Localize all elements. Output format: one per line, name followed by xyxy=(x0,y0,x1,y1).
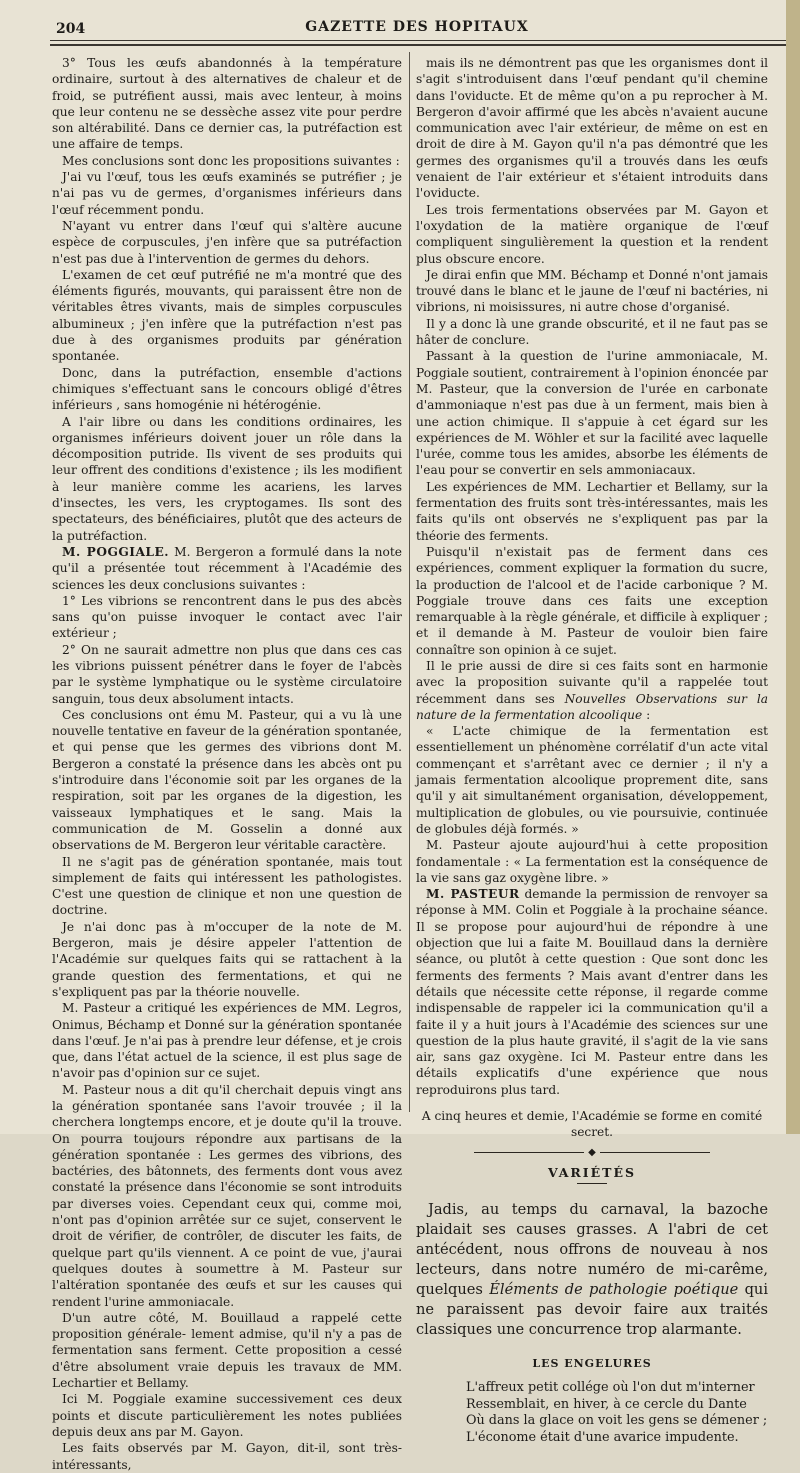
varietes-intro xyxy=(416,1200,768,1340)
paragraph: Je n'ai donc pas à m'occuper de la note de M. Bergeron, mais je désire appeler l'attention de l'Académie sur quelques faits qui se rattachent à la grande question des fermentations, et qui ne s'expliquent pas par la théorie nouvelle. xyxy=(52,919,402,999)
paragraph: M. POGGIALE. M. Bergeron a formulé dans la note qu'il a présentée tout récemment à l'Académie des sciences les deux conclusions suivantes : xyxy=(52,544,402,592)
poem-title: LES ENGELURES xyxy=(532,1356,652,1370)
ornament-line xyxy=(474,1152,584,1153)
poem-line: L'économe était d'une avarice impudente. xyxy=(466,1429,739,1445)
right-column xyxy=(416,55,768,1446)
paragraph: M. Pasteur a critiqué les expériences de MM. Legros, Onimus, Béchamp et Donné sur la génération spontanée dans l'œuf. Je n'ai pas à prendre leur défense, et je crois que, dans l'état actuel de la science, il est plus sage de n'avoir pas d'opinion sur ce sujet. xyxy=(52,1001,402,1081)
poem-line: Où dans la glace on voit les gens se démener ; xyxy=(466,1413,768,1429)
speaker-name: M. POGGIALE. xyxy=(62,544,170,559)
paragraph: « L'acte chimique de la fermentation est essentiellement un phénomène corrélatif d'un acte vital commençant et s'arrêtant avec ce dernier ; il n'y a jamais fermentation alcoolique proprement dite, sans qu'il y ait simultanément organisation, développement, multiplication de globules, ou vie poursuivie, continuée de globules déjà formés. » xyxy=(416,724,768,836)
paragraph: Ces conclusions ont ému M. Pasteur, qui a vu là une nouvelle tentative en faveur de la génération spontanée, et qui pense que les germes des vibrions dont M. Bergeron a constaté la présence dans les abcès ont pu s'introduire dans l'économie soit par les organes de la respiration, soit par les organes de la digestion, les vaisseaux lymphatiques et le sang. Mais la communication de M. Gosselin a donné aux observations de M. Bergeron leur véritable caractère. xyxy=(52,707,402,853)
diamond-icon: ◆ xyxy=(588,1146,596,1158)
session-close: A cinq heures et demie, l'Académie se forme en comité secret. xyxy=(421,1109,763,1140)
left-column xyxy=(52,55,402,1473)
column-separator xyxy=(409,52,410,1112)
paragraph: Passant à la question de l'urine ammoniacale, M. Poggiale soutient, contrairement à l'opinion énoncée par M. Pasteur, que la conversion de l'urée en carbonate d'ammoniaque n'est pas due à un ferment, mais bien à une action chimique. Il s'appuie à cet égard sur les expériences de M. Wöhler et sur la facilité avec laquelle l'urée, comme tous les amides, absorbe les éléments de l'eau pour se convertir en sels ammoniacaux. xyxy=(416,349,768,478)
header-double-rule xyxy=(50,44,786,46)
page-edge xyxy=(786,0,800,1134)
speaker-name: M. PASTEUR xyxy=(426,887,520,902)
paragraph: Il y a donc là une grande obscurité, et il ne faut pas se hâter de conclure. xyxy=(416,316,768,348)
paragraph: Les expériences de MM. Lechartier et Bellamy, sur la fermentation des fruits sont très-intéressantes, mais les faits qu'ils ont observés ne s'expliquent pas par la théorie des ferments. xyxy=(416,479,768,543)
paragraph: D'un autre côté, M. Bouillaud a rappelé cette proposition générale- lement admise, qu'il n'y a pas de fermentation sans ferment. Cette proposition a cessé d'être absolument vraie depuis les travaux de MM. Lechartier et Bellamy. xyxy=(52,1310,402,1391)
paragraph: J'ai vu l'œuf, tous les œufs examinés se putréfier ; je n'ai pas vu de germes, d'organismes inférieurs dans l'œuf récemment pondu. xyxy=(52,170,402,217)
paragraph: A l'air libre ou dans les conditions ordinaires, les organismes inférieurs doivent jouer un rôle dans la décomposition putride. Ils vivent de ses produits qui leur offrent des conditions d'existence ; ils les modifient à leur manière comme les acariens, les larves d'insectes, les vers, les cryptogames. Ils sont des spectateurs, des bénéficiaires, plutôt que des acteurs de la putréfaction. xyxy=(52,414,402,543)
paragraph: Ici M. Poggiale examine successivement ces deux points et discute particulièrement les notes publiées depuis deux ans par M. Gayon. xyxy=(52,1392,402,1439)
paragraph: 3° Tous les œufs abandonnés à la température ordinaire, surtout à des alternatives de chaleur et de froid, se putréfient aussi, mais avec lenteur, à moins que leur contenu ne se dessèche assez vite pour perdre son altérabilité. Dans ce dernier cas, la putréfaction est une affaire de temps. xyxy=(52,56,402,152)
intro-text: Jadis, au temps du carnaval, la bazoche plaidait ses causes grasses. A l'abri de cet antécédent, nous offrons de nouveau à nos lecteurs, dans notre numéro de mi-carême, quelques xyxy=(416,1200,768,1298)
paragraph: L'examen de cet œuf putréfié ne m'a montré que des éléments figurés, mouvants, qui paraissent être non de véritables êtres vivants, mais de simples corpuscules albumineux ; j'en infère que la putréfaction n'est pas due à des organismes produits par génération spontanée. xyxy=(52,267,402,364)
title-rule xyxy=(577,1183,607,1184)
section-ornament xyxy=(416,1147,768,1159)
paragraph: Les faits observés par M. Gayon, dit-il, sont très-intéressants, xyxy=(52,1441,402,1472)
intro-text-end: qui ne paraissent pas devoir faire aux traités classiques une concurrence trop alarmante. xyxy=(416,1280,768,1338)
intro-italic: Éléments de pathologie poétique xyxy=(489,1280,739,1298)
paragraph: Je dirai enfin que MM. Béchamp et Donné n'ont jamais trouvé dans le blanc et le jaune de l'œuf ni bactéries, ni vibrions, ni moisissures, ni autre chose d'organisé. xyxy=(416,267,768,315)
paragraph: M. Pasteur ajoute aujourd'hui à cette proposition fondamentale : « La fermentation est la conséquence de la vie sans gaz oxygène libre. » xyxy=(416,838,768,885)
running-head: GAZETTE DES HOPITAUX xyxy=(305,19,529,35)
poem-line: Ressemblait, en hiver, à ce cercle du Dante xyxy=(466,1396,747,1412)
header-rule xyxy=(50,40,786,41)
paragraph: Il le prie aussi de dire si ces faits sont en harmonie avec la proposition suivante qu'il a rappelée tout récemment dans ses Nouvelles Observations sur la nature de la fermentation alcoolique : xyxy=(416,658,769,722)
poem xyxy=(466,1380,768,1446)
paragraph: M. Pasteur nous a dit qu'il cherchait depuis vingt ans la génération spontanée sans l'avoir trouvée ; il la cherchera longtemps encore, et je doute qu'il la trouve. On pourra toujours répondre aux partisans de la génération spontanée : Les germes des vibrions, des bactéries, des bâtonnets, des ferments dont vous avez constaté la présence dans l'économie se sont introduits par diverses voies. Cependant ceux qui, comme moi, n'ont pas d'opinion arrêtée sur ce sujet, conservent le droit de vérifier, de contrôler, de discuter les faits, de quelque part qu'ils viennent. A ce point de vue, j'aurai quelques doutes à soumettre à M. Pasteur sur l'altération spontanée des œufs et sur les causes qui rendent l'urine ammoniacale. xyxy=(52,1082,402,1309)
page-header xyxy=(48,14,786,37)
italic-title: Nouvelles Observations sur la nature de la fermentation alcoolique xyxy=(416,691,769,722)
paragraph: M. PASTEUR demande la permission de renvoyer sa réponse à MM. Colin et Poggiale à la prochaine séance. Il se propose pour aujourd'hui de répondre à une objection que lui a faite M. Bouillaud dans la dernière séance, ou plutôt à cette question : Que sont donc les ferments des ferments ? Mais avant d'entrer dans les détails que nécessite cette réponse, il regarde comme indispensable de rappeler ici la communication qu'il a faite il y a huit jours à l'Académie des sciences sur une question de la plus haute gravité, il s'agit de la vie sans air, sans gaz oxygène. Ici M. Pasteur entre dans les détails explicatifs d'une expérience que nous reproduirons plus tard. xyxy=(416,887,768,1097)
section-title: VARIÉTÉS xyxy=(547,1164,637,1180)
paragraph: Donc, dans la putréfaction, ensemble d'actions chimiques s'effectuant sans le concours obligé d'êtres inférieurs , sans homogénie ni hétérogénie. xyxy=(52,365,402,413)
paragraph: Mes conclusions sont donc les propositions suivantes : xyxy=(62,153,400,168)
ornament-line xyxy=(600,1152,710,1153)
paragraph: 1° Les vibrions se rencontrent dans le pus des abcès sans qu'on puisse invoquer le contact avec l'air extérieur ; xyxy=(52,593,402,641)
paragraph: Les trois fermentations observées par M. Gayon et l'oxydation de la matière organique de l'œuf compliquent singulièrement la question et la rendent plus obscure encore. xyxy=(416,202,768,266)
page-number: 204 xyxy=(56,21,86,37)
paragraph: N'ayant vu entrer dans l'œuf qui s'altère aucune espèce de corpuscules, j'en infère que sa putréfaction n'est pas due à l'intervention de germes du dehors. xyxy=(52,218,402,266)
paragraph: Puisqu'il n'existait pas de ferment dans ces expériences, comment expliquer la formation du sucre, la production de l'alcool et de l'acide carbonique ? M. Poggiale trouve dans ces faits une exception remarquable à la règle générale, et difficile à expliquer ; et il demande à M. Pasteur de vouloir bien faire connaître son opinion à ce sujet. xyxy=(416,544,768,657)
paragraph: mais ils ne démontrent pas que les organismes dont il s'agit s'introduisent dans l'œuf pendant qu'il chemine dans l'oviducte. Et de même qu'on a pu reprocher à M. Bergeron d'avoir affirmé que les abcès n'avaient aucune communication avec l'air extérieur, de même on est en droit de dire à M. Gayon qu'il n'a pas démontré que les germes des organismes qu'il a trouvés dans les œufs venaient de l'air extérieur et s'étaient introduits dans l'oviducte. xyxy=(416,56,768,201)
poem-line: L'affreux petit collége où l'on dut m'interner xyxy=(466,1380,755,1396)
paragraph: 2° On ne saurait admettre non plus que dans ces cas les vibrions puissent pénétrer dans le foyer de l'abcès par le système lymphatique ou le système circulatoire sanguin, tous deux absolument intacts. xyxy=(52,642,402,706)
paragraph: Il ne s'agit pas de génération spontanée, mais tout simplement de faits qui intéressent les pathologistes. C'est une question de clinique et non une question de doctrine. xyxy=(52,854,402,918)
right-column-text xyxy=(416,55,768,1098)
